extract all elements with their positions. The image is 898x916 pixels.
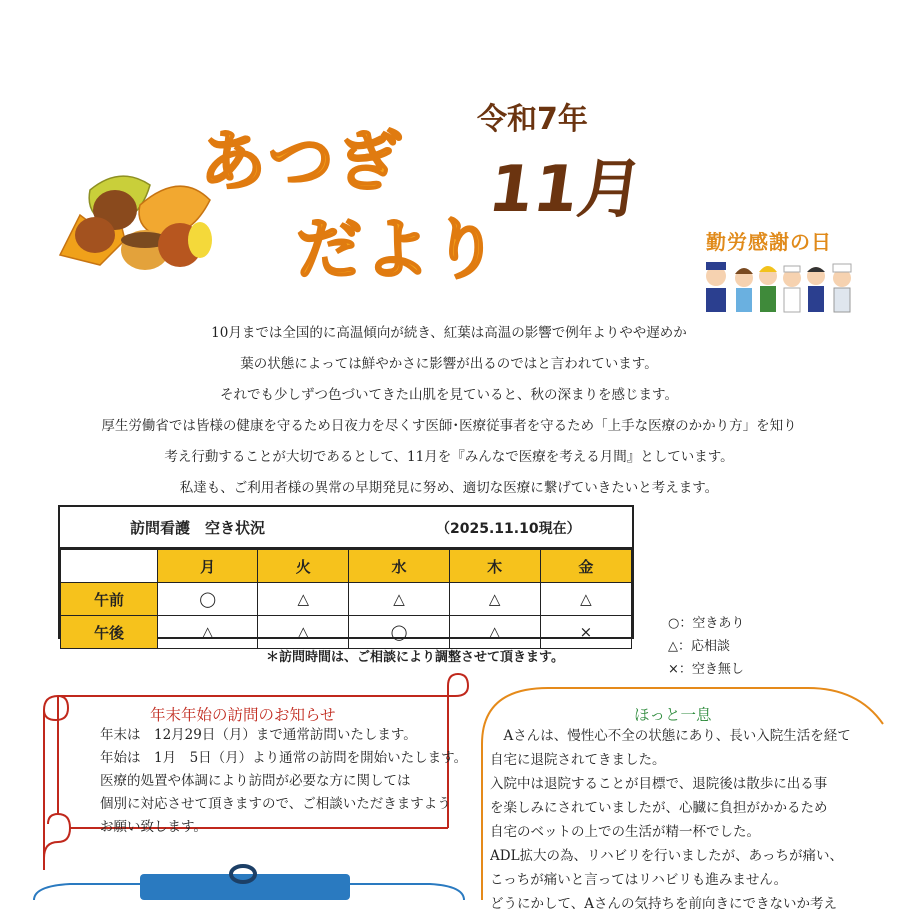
intro-line: それでも少しずつ色づいてきた山肌を見ていると、秋の深まりを感じます。 [220, 387, 678, 403]
hotto-body [490, 724, 865, 916]
workers-illustration [700, 258, 862, 314]
hotto-line: どうにかして、Aさんの気持ちを前向きにできないか考え [490, 896, 837, 912]
intro-line: 10月までは全国的に高温傾向が続き、紅葉は高温の影響で例年よりやや遅めか [211, 325, 687, 341]
availability-header [60, 507, 632, 549]
availability-cell: ◯ [349, 616, 449, 649]
newsletter-title-line2: だより [296, 211, 500, 288]
availability-cell: △ [158, 616, 258, 649]
hotto-line: 入院中は退院することが目標で、退院後は散歩に出る事 [490, 776, 828, 792]
intro-paragraph [0, 318, 898, 504]
day-header-row [61, 550, 632, 583]
availability-table [58, 505, 634, 642]
availability-cell: △ [449, 583, 540, 616]
day-header: 金 [540, 550, 631, 583]
year-end-body [100, 724, 467, 839]
day-header: 木 [449, 550, 540, 583]
availability-grid [60, 549, 632, 649]
year-end-line: お願い致します。 [100, 819, 207, 835]
newsletter-title-line1: あつぎ [200, 123, 404, 200]
intro-line: 葉の状態によっては鮮やかさに影響が出るのではと言われています。 [240, 356, 658, 372]
blue-banner-shape [30, 860, 470, 900]
year-end-line: 年末は 12月29日（月）まで通常訪問いたします。 [100, 727, 417, 743]
visit-time-note: ＊訪問時間は、ご相談により調整させて頂きます。 [266, 650, 564, 665]
table-row [61, 616, 632, 649]
day-header: 月 [158, 550, 258, 583]
availability-cell: × [540, 616, 631, 649]
year-end-line: 個別に対応させて頂きますので、ご相談いただきますよう [100, 796, 451, 812]
availability-cell: ◯ [158, 583, 258, 616]
hotto-title: ほっと一息 [634, 706, 712, 724]
legend-item: △：応相談 [668, 639, 730, 654]
availability-date: （2025.11.10現在） [436, 521, 581, 537]
year-end-line: 医療的処置や体調により訪問が必要な方に関しては [100, 773, 411, 789]
intro-line: 私達も、ご利用者様の異常の早期発見に努め、適切な医療に繋げていきたいと考えます。 [179, 480, 719, 496]
hotto-line: こっちが痛いと言ってはリハビリも進みません。 [490, 872, 788, 888]
availability-title: 訪問看護 空き状況 [130, 519, 266, 537]
availability-cell: △ [258, 616, 349, 649]
hotto-line: を楽しみにされていましたが、心臓に負担がかかるため [490, 800, 828, 816]
availability-cell: △ [258, 583, 349, 616]
year-end-title: 年末年始の訪問のお知らせ [150, 706, 336, 724]
autumn-leaves-illustration [40, 160, 220, 280]
intro-line: 考え行動することが大切であるとして、11月を『みんなで医療を考える月間』としています。 [164, 449, 734, 465]
legend-item: ×：空き無し [668, 662, 744, 677]
intro-line: 厚生労働省では皆様の健康を守るため日夜力を尽くす医師･医療従事者を守るため「上手な医療のかかり方」を知り [101, 418, 797, 434]
day-header: 水 [349, 550, 449, 583]
day-header: 火 [258, 550, 349, 583]
corner-cell [61, 550, 158, 583]
issue-month: 11月 [483, 153, 648, 227]
hotto-line: 自宅のベットの上での生活が精一杯でした。 [490, 824, 760, 840]
hotto-line: ADL拡大の為、リハビリを行いましたが、あっちが痛い、 [490, 848, 843, 864]
availability-cell: △ [349, 583, 449, 616]
table-row [61, 583, 632, 616]
year-end-line: 年始は 1月 5日（月）より通常の訪問を開始いたします。 [100, 750, 468, 766]
legend-item: ○：空きあり [668, 616, 745, 631]
availability-cell: △ [540, 583, 631, 616]
labor-thanksgiving-badge: 勤労感謝の日 [706, 230, 832, 254]
hotto-line: Aさんは、慢性心不全の状態にあり、長い入院生活を経て [490, 728, 851, 744]
availability-cell: △ [449, 616, 540, 649]
period-label: 午前 [61, 583, 158, 616]
hotto-line: 自宅に退院されてきました。 [490, 752, 666, 768]
availability-legend [668, 612, 744, 681]
period-label: 午後 [61, 616, 158, 649]
era-year: 令和7年 [477, 102, 588, 137]
